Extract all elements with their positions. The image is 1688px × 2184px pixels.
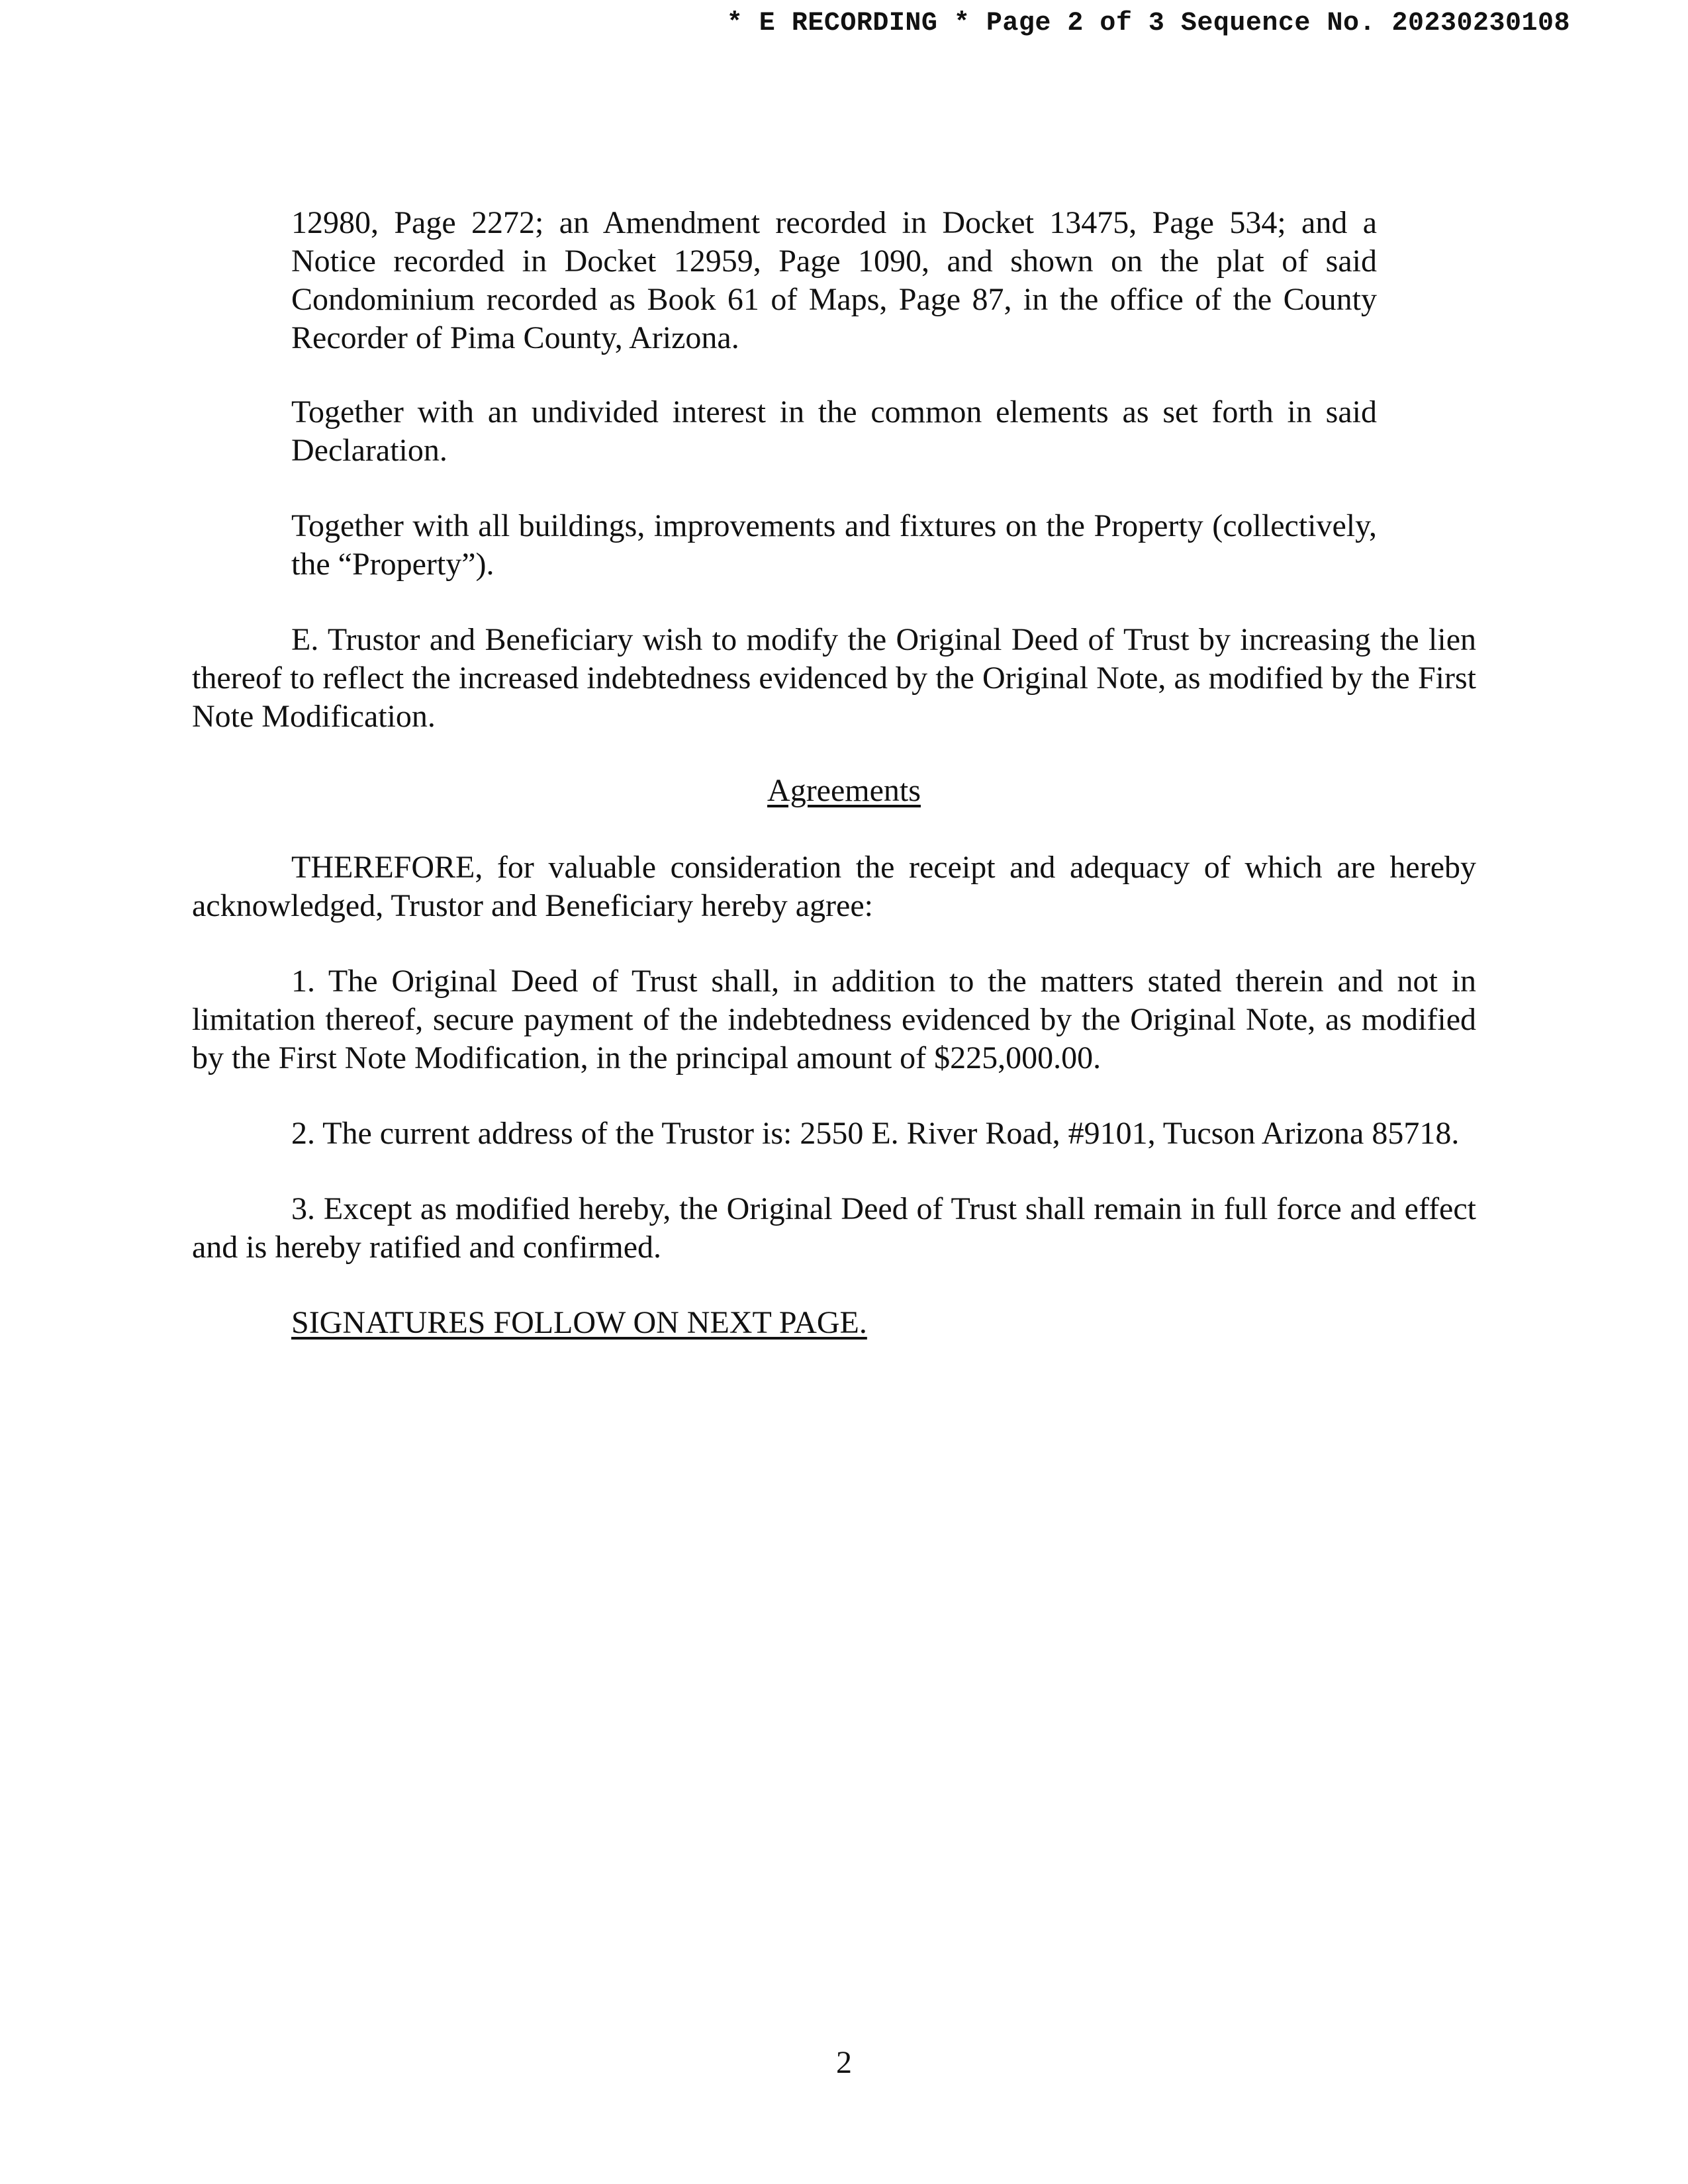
agreements-heading: Agreements xyxy=(767,773,921,808)
improvements-paragraph: Together with all buildings, improvements and fixtures on the Property (collectively, the “Property”). xyxy=(291,508,1377,582)
page-number: 2 xyxy=(836,2045,852,2080)
agreement-item-3: 3. Except as modified hereby, the Original Deed of Trust shall remain in full force and effect and is hereby ratified and confirmed. xyxy=(192,1191,1476,1265)
signatures-follow-note: SIGNATURES FOLLOW ON NEXT PAGE. xyxy=(291,1305,867,1340)
recital-e-paragraph: E. Trustor and Beneficiary wish to modify the Original Deed of Trust by increasing the lien thereof to reflect the increased indebtedness evidenced by the Original Note, as modified by the First Note Modification. xyxy=(192,622,1476,734)
recording-header: * E RECORDING * Page 2 of 3 Sequence No. 20230230108 xyxy=(726,9,1570,38)
legal-description-paragraph: 12980, Page 2272; an Amendment recorded in Docket 13475, Page 534; and a Notice recorded in Docket 12959, Page 1090, and shown on the plat of said Condominium recorded as Book 61 of Maps, Page 87, in the office of the County Recorder of Pima County, Arizona. xyxy=(291,205,1377,355)
common-elements-paragraph: Together with an undivided interest in the common elements as set forth in said Declaration. xyxy=(291,394,1377,468)
therefore-clause-paragraph: THEREFORE, for valuable consideration the receipt and adequacy of which are hereby acknowledged, Trustor and Beneficiary hereby agree: xyxy=(192,850,1476,923)
agreement-item-1: 1. The Original Deed of Trust shall, in addition to the matters stated therein and not in limitation thereof, secure payment of the indebtedness evidenced by the Original Note, as modified by the First Note Modification, in the principal amount of $225,000.00. xyxy=(192,964,1476,1075)
agreement-item-2: 2. The current address of the Trustor is: 2550 E. River Road, #9101, Tucson Arizona 85718. xyxy=(291,1116,1460,1151)
